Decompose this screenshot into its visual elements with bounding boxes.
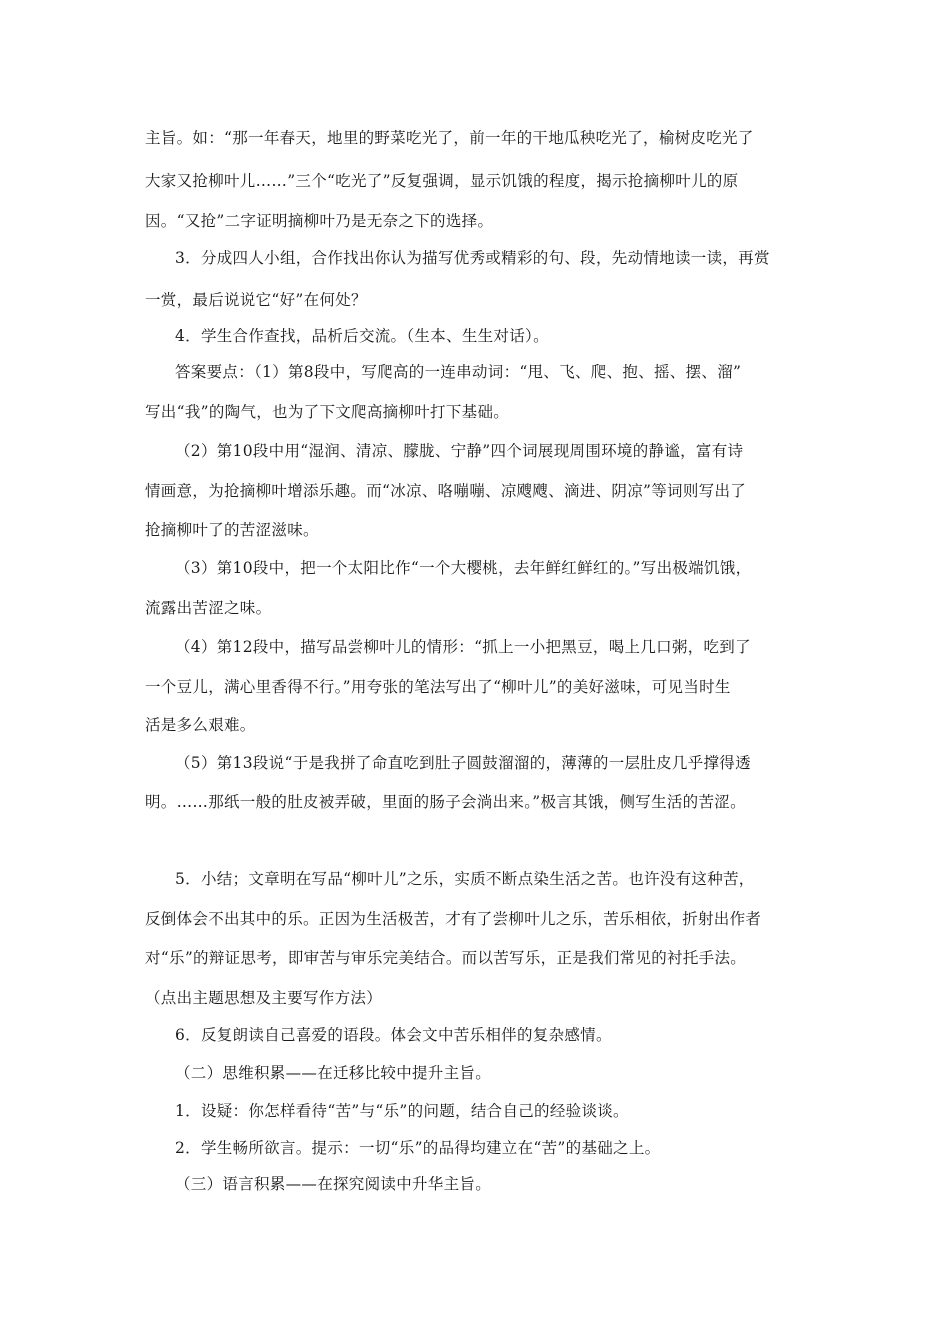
text-line: （3）第10段中，把一个太阳比作“一个大樱桃，去年鲜红鲜红的。”写出极端饥饿， (175, 559, 752, 577)
text-line: 5．小结；文章明在写品“柳叶儿”之乐，实质不断点染生活之苦。也许没有这种苦， (175, 870, 755, 888)
text-line: 因。“又抢”二字证明摘柳叶乃是无奈之下的选择。 (145, 212, 494, 230)
text-line: 抢摘柳叶了的苦涩滋味。 (145, 521, 319, 539)
text-line: 1．设疑：你怎样看待“苦”与“乐”的问题，结合自己的经验谈谈。 (175, 1102, 629, 1120)
text-line: （二）思维积累——在迁移比较中提升主旨。 (175, 1064, 492, 1082)
text-line: 3．分成四人小组，合作找出你认为描写优秀或精彩的句、段，先动情地读一读，再赏 (175, 249, 770, 267)
text-line: 流露出苦涩之味。 (145, 599, 272, 617)
text-line: 明。……那纸一般的肚皮被弄破，里面的肠子会淌出来。”极言其饿，侧写生活的苦涩。 (145, 793, 746, 811)
text-line: （三）语言积累——在探究阅读中升华主旨。 (175, 1175, 492, 1193)
text-line: 一赏，最后说说它“好”在何处？ (145, 291, 367, 309)
text-line: 4．学生合作查找，品析后交流。（生本、生生对话）。 (175, 327, 549, 345)
text-line: 大家又抢柳叶儿……”三个“吃光了”反复强调，显示饥饿的程度，揭示抢摘柳叶儿的原 (145, 172, 739, 190)
text-line: 6．反复朗读自己喜爱的语段。体会文中苦乐相伴的复杂感情。 (175, 1026, 612, 1044)
text-line: 写出“我”的陶气，也为了下文爬高摘柳叶打下基础。 (145, 403, 510, 421)
text-line: （5）第13段说“于是我拼了命直吃到肚子圆鼓溜溜的，薄薄的一层肚皮几乎撑得透 (175, 754, 751, 772)
text-line: （2）第10段中用“湿润、清凉、朦胧、宁静”四个词展现周围环境的静谧，富有诗 (175, 442, 744, 460)
text-line: （点出主题思想及主要写作方法） (145, 989, 383, 1007)
text-line: 答案要点：（1）第8段中，写爬高的一连串动词：“甩、飞、爬、抱、摇、摆、溜” (175, 363, 742, 381)
text-line: 一个豆儿，满心里香得不行。”用夸张的笔法写出了“柳叶儿”的美好滋味，可见当时生 (145, 678, 731, 696)
text-line: 2．学生畅所欲言。提示：一切“乐”的品得均建立在“苦”的基础之上。 (175, 1139, 661, 1157)
text-line: 对“乐”的辩证思考，即审苦与审乐完美结合。而以苦写乐，正是我们常见的衬托手法。 (145, 949, 747, 967)
text-line: 活是多么艰难。 (145, 716, 256, 734)
text-line: 主旨。如：“那一年春天，地里的野菜吃光了，前一年的干地瓜秧吃光了，榆树皮吃光了 (145, 129, 754, 147)
text-line: 情画意，为抢摘柳叶增添乐趣。而“冰凉、咯嘣嘣、凉飕飕、滴进、阴凉”等词则写出了 (145, 482, 747, 500)
text-line: （4）第12段中，描写品尝柳叶儿的情形：“抓上一小把黑豆，喝上几口粥，吃到了 (175, 638, 751, 656)
text-line: 反倒体会不出其中的乐。正因为生活极苦，才有了尝柳叶儿之乐，苦乐相依，折射出作者 (145, 910, 762, 928)
